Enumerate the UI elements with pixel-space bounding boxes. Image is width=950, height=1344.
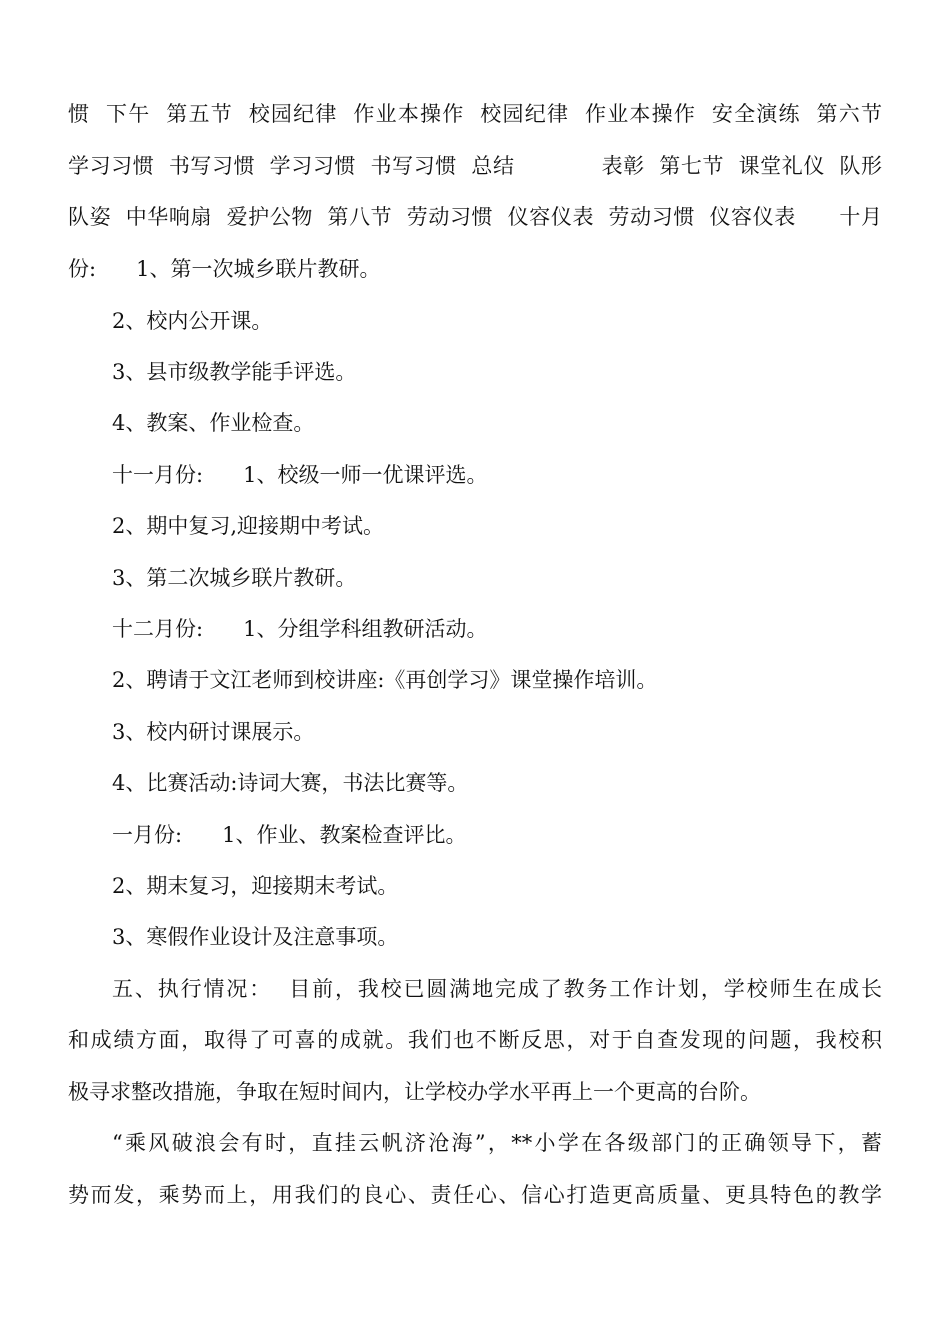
text-line-17: 3、寒假作业设计及注意事项。 (112, 925, 399, 949)
text-line-18: 五、执行情况： 目前，我校已圆满地完成了教务工作计划，学校师生在成长 (112, 977, 882, 1001)
text-line-6: 3、县市级教学能手评选。 (112, 360, 357, 384)
text-line-3: 队姿 中华响扇 爱护公物 第八节 劳动习惯 仪容仪表 劳动习惯 仪容仪表 十月 (68, 205, 882, 229)
text-line-9: 2、期中复习,迎接期中考试。 (112, 514, 385, 538)
text-line-16: 2、期末复习，迎接期末考试。 (112, 874, 399, 898)
text-line-15: 一月份: 1、作业、教案检查评比。 (112, 823, 467, 847)
text-line-11: 十二月份: 1、分组学科组教研活动。 (112, 617, 488, 641)
text-line-20: 极寻求整改措施，争取在短时间内，让学校办学水平再上一个更高的台阶。 (68, 1080, 761, 1104)
text-line-4: 份: 1、第一次城乡联片教研。 (68, 257, 381, 281)
text-line-13: 3、校内研讨课展示。 (112, 720, 315, 744)
text-line-8: 十一月份: 1、校级一师一优课评选。 (112, 463, 488, 487)
text-line-1: 惯 下午 第五节 校园纪律 作业本操作 校园纪律 作业本操作 安全演练 第六节 (68, 102, 882, 126)
text-line-14: 4、比赛活动:诗词大赛，书法比赛等。 (112, 771, 469, 795)
text-line-21: “乘风破浪会有时，直挂云帆济沧海”，**小学在各级部门的正确领导下，蓄 (112, 1131, 882, 1155)
text-line-19: 和成绩方面，取得了可喜的成就。我们也不断反思，对于自查发现的问题，我校积 (68, 1028, 882, 1052)
text-line-12: 2、聘请于文江老师到校讲座:《再创学习》课堂操作培训。 (112, 668, 658, 692)
text-line-7: 4、教案、作业检查。 (112, 411, 315, 435)
text-line-10: 3、第二次城乡联片教研。 (112, 566, 357, 590)
text-line-5: 2、校内公开课。 (112, 309, 273, 333)
text-line-22: 势而发，乘势而上，用我们的良心、责任心、信心打造更高质量、更具特色的教学 (68, 1183, 882, 1207)
text-line-2: 学习习惯 书写习惯 学习习惯 书写习惯 总结 表彰 第七节 课堂礼仪 队形 (68, 154, 882, 178)
